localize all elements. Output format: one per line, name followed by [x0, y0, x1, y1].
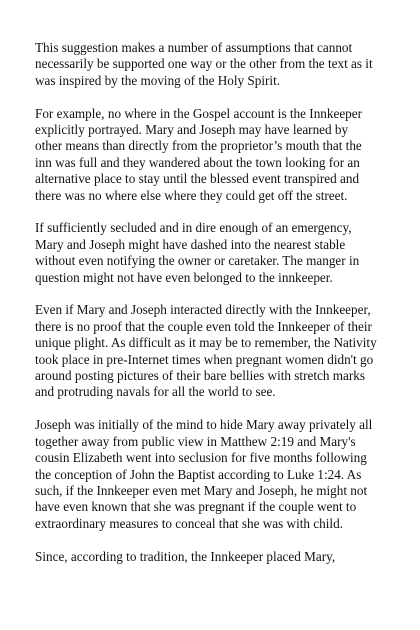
text-line: other means than directly from the proprietor’s mouth that the: [35, 138, 362, 154]
text-line: around posting pictures of their bare bellies with stretch marks: [35, 368, 365, 384]
text-line: together away from public view in Matthew 2:19 and Mary's: [35, 433, 356, 449]
text-line: extraordinary measures to conceal that she was with child.: [35, 515, 343, 531]
paragraph-innkeeper-portrayal: [35, 106, 397, 204]
text-line: have even known that she was pregnant if the couple went to: [35, 499, 357, 515]
text-line: Even if Mary and Joseph interacted directly with the Innkeeper,: [35, 302, 371, 318]
text-line: necessarily be supported one way or the other from the text as it: [35, 56, 373, 72]
paragraph-assumptions: [35, 40, 397, 89]
text-line: inn was full and they wandered about the town looking for an: [35, 154, 360, 170]
text-line: This suggestion makes a number of assumptions that cannot: [35, 40, 353, 55]
text-line: there was no where else where they could get off the street.: [35, 187, 348, 203]
text-line: the conception of John the Baptist according to Luke 1:24. As: [35, 466, 362, 482]
text-line: there is no proof that the couple even told the Innkeeper of their: [35, 318, 372, 334]
text-line: was inspired by the moving of the Holy Spirit.: [35, 72, 281, 88]
text-line: and protruding navals for all the world to see.: [35, 384, 276, 400]
text-line: cousin Elizabeth went into seclusion for five months following: [35, 450, 367, 466]
paragraph-plight: [35, 302, 397, 400]
text-line: took place in pre-Internet times when pregnant women didn't go: [35, 351, 374, 367]
text-line: Mary and Joseph might have dashed into the nearest stable: [35, 236, 346, 252]
text-line: such, if the Innkeeper even met Mary and Joseph, he might not: [35, 482, 368, 498]
text-line: Since, according to tradition, the Innkeeper placed Mary,: [35, 548, 336, 564]
paragraph-stable: [35, 220, 397, 286]
document-page: [35, 40, 397, 581]
paragraph-seclusion: [35, 417, 397, 532]
text-line: unique plight. As difficult as it may be to remember, the Nativity: [35, 335, 377, 351]
text-line: alternative place to stay until the blessed event transpired and: [35, 171, 360, 187]
text-line: explicitly portrayed. Mary and Joseph may have learned by: [35, 122, 349, 138]
paragraph-tradition: [35, 549, 397, 565]
text-line: Joseph was initially of the mind to hide Mary away privately all: [35, 417, 373, 433]
text-line: without even notifying the owner or caretaker. The manger in: [35, 253, 360, 269]
text-line: question might not have even belonged to the innkeeper.: [35, 269, 333, 285]
text-line: For example, no where in the Gospel account is the Innkeeper: [35, 105, 363, 121]
text-line: If sufficiently secluded and in dire enough of an emergency,: [35, 220, 352, 236]
